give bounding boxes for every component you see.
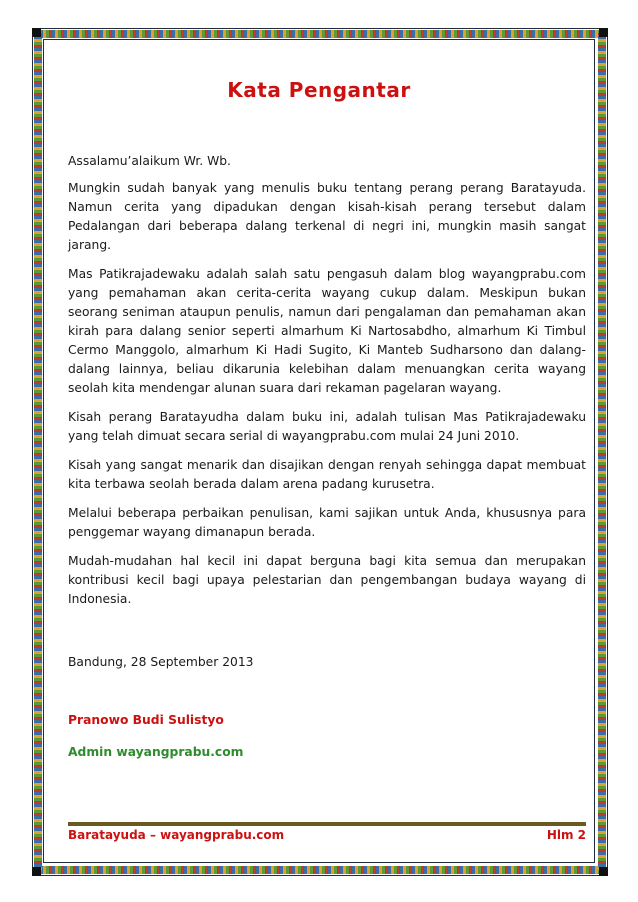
border-pattern-right — [598, 30, 606, 874]
border-corner-bottom-right — [599, 867, 608, 876]
border-corner-top-left — [32, 28, 41, 37]
paragraph-6: Mudah-mudahan hal kecil ini dapat berguna bagi kita semua dan merupakan kontribusi kecil bagi upaya pelestarian dan pengembangan budaya wayang di Indonesia. — [68, 554, 586, 606]
signature-name: Pranowo Budi Sulistyo — [68, 713, 224, 727]
border-pattern-bottom — [34, 866, 606, 874]
paragraph-2: Mas Patikrajadewaku adalah salah satu pengasuh dalam blog wayangprabu.com yang pemahaman akan cerita-cerita wayang cukup dalam. Meskipun bukan seorang seniman ataupun penulis, namun dari pengalaman dan pemahaman akan kirah para dalang senior seperti almarhum Ki Nartosabdho, almarhum Ki Timbul Cermo Manggolo, almarhum Ki Hadi Sugito, Ki Manteb Sudharsono dan dalang-dalang lainnya, beliau dikarunia kelebihan dalam menuangkan cerita wayang seolah kita mendengar alunan suara dari rekaman pagelaran wayang. — [68, 267, 586, 395]
body-text — [68, 152, 586, 619]
greeting: Assalamu’alaikum Wr. Wb. — [68, 154, 231, 168]
signature-role: Admin wayangprabu.com — [68, 745, 244, 759]
paragraph-4: Kisah yang sangat menarik dan disajikan dengan renyah sehingga dapat membuat kita terbawa seolah berada dalam arena padang kurusetra. — [68, 458, 586, 491]
border-pattern-top — [34, 30, 606, 38]
date-line: Bandung, 28 September 2013 — [68, 655, 254, 669]
border-corner-top-right — [599, 28, 608, 37]
page-title: Kata Pengantar — [227, 78, 411, 102]
border-corner-bottom-left — [32, 867, 41, 876]
footer-rule — [68, 822, 586, 826]
paragraph-3: Kisah perang Baratayudha dalam buku ini, adalah tulisan Mas Patikrajadewaku yang telah dimuat secara serial di wayangprabu.com mulai 24 Juni 2010. — [68, 410, 586, 443]
page-number: Hlm 2 — [546, 828, 586, 842]
paragraph-1: Mungkin sudah banyak yang menulis buku tentang perang perang Baratayuda. Namun cerita yang dipadukan dengan kisah-kisah perang tersebut dalam Pedalangan dari beberapa dalang terkenal di negri ini, mungkin masih sangat jarang. — [68, 181, 586, 252]
paragraph-5: Melalui beberapa perbaikan penulisan, kami sajikan untuk Anda, khususnya para penggemar wayang dimanapun berada. — [68, 506, 586, 539]
border-pattern-left — [34, 30, 42, 874]
footer-title: Baratayuda – wayangprabu.com — [68, 828, 285, 842]
